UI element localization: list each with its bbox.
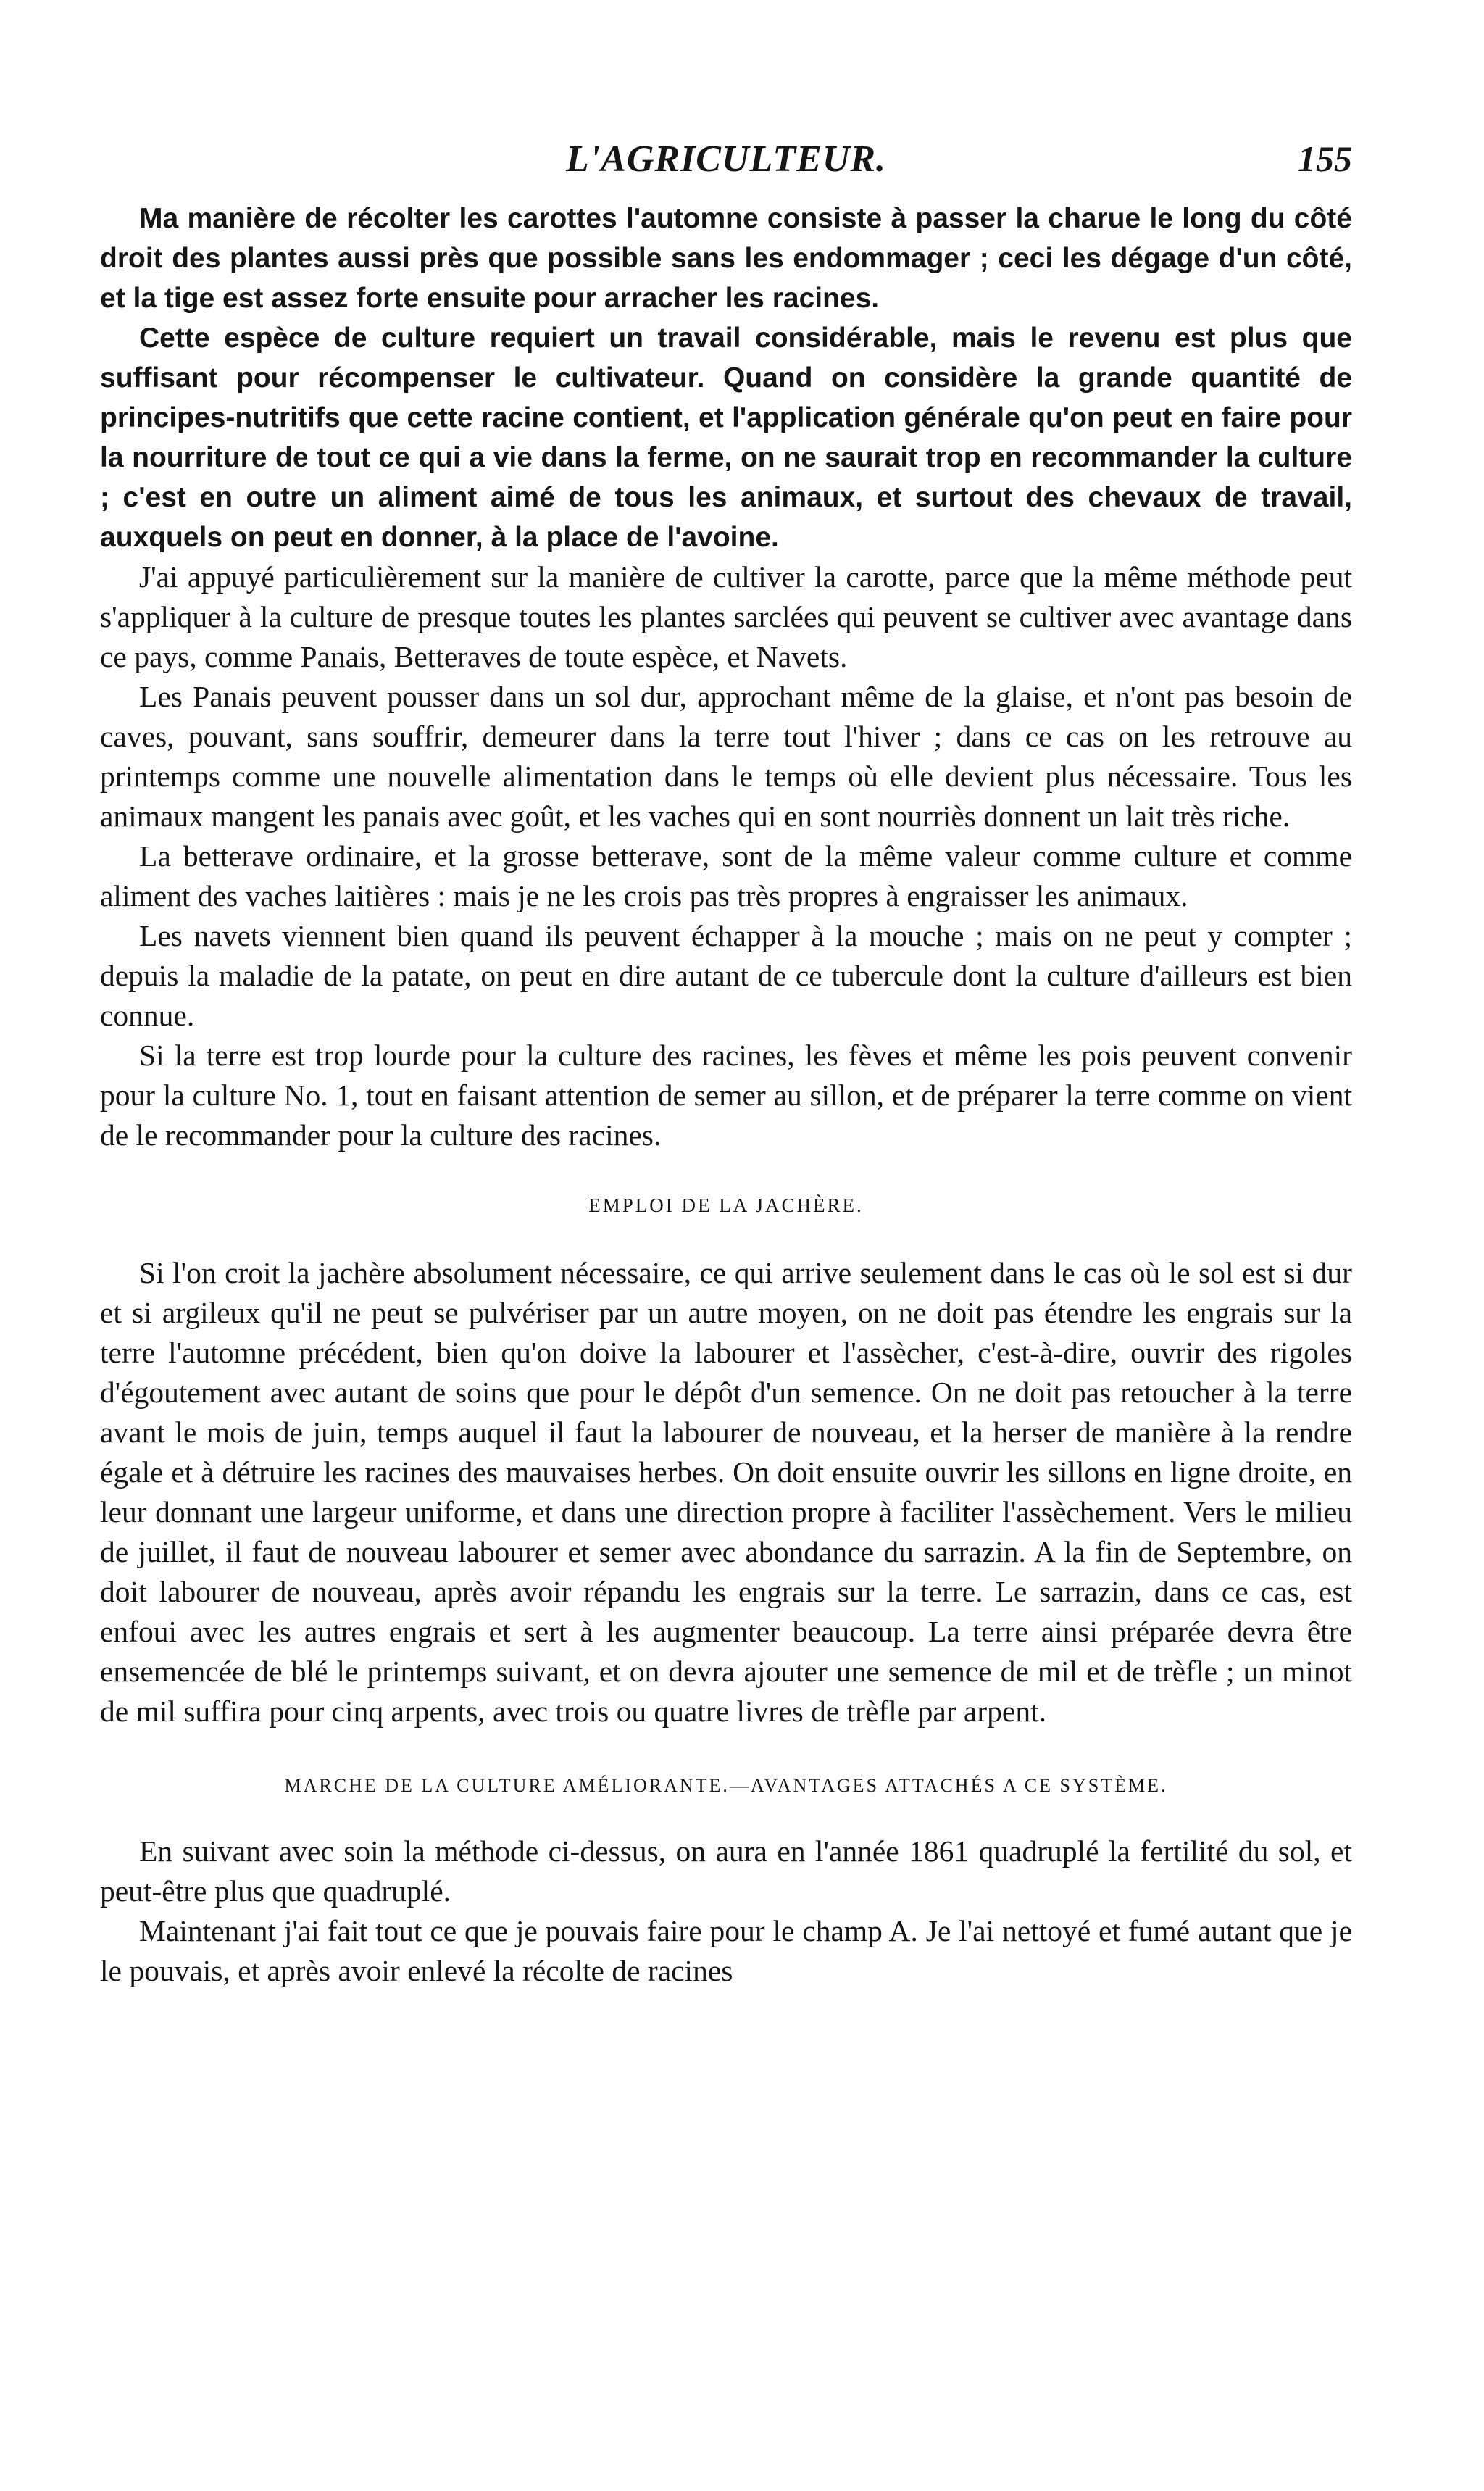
paragraph-culture-value: Cette espèce de culture requiert un travail considérable, mais le revenu est plus que suffisant pour récompenser le cultivateur. Quand on considère la grande quantité de principes-nutritifs que cette racine contient, et l'application générale qu'on peut en faire pour la nourriture de tout ce qui a vie dans la ferme, on ne saurait trop en recommander la culture ; c'est en outre un aliment aimé de tous les animaux, et surtout des chevaux de travail, auxquels on peut en donner, à la place de l'avoine.	[100, 323, 1352, 553]
book-page	[100, 138, 1352, 1991]
paragraph-navets: Les navets viennent bien quand ils peuvent échapper à la mouche ; mais on ne peut y compter ; depuis la maladie de la patate, on peut en dire autant de ce tubercule dont la culture d'ailleurs est bien connue.	[100, 919, 1352, 1032]
paragraph-betterave: La betterave ordinaire, et la grosse betterave, sont de la même valeur comme culture et comme aliment des vaches laitières : mais je ne les crois pas très propres à engraisser les animaux.	[100, 839, 1352, 912]
paragraph-jachere: Si l'on croit la jachère absolument nécessaire, ce qui arrive seulement dans le cas où le sol est si dur et si argileux qu'il ne peut se pulvériser par un autre moyen, on ne doit pas étendre les engrais sur la terre l'automne précédent, bien qu'on doive la labourer et l'assècher, c'est-à-dire, ouvrir des rigoles d'égoutement avec autant de soins que pour le dépôt d'un semence. On ne doit pas retoucher à la terre avant le mois de juin, temps auquel il faut la labourer de nouveau, et la herser de manière à la rendre égale et à détruire les racines des mauvaises herbes. On doit ensuite ouvrir les sillons en ligne droite, en leur donnant une largeur uniforme, et dans une direction propre à faciliter l'assèchement. Vers le milieu de juillet, il faut de nouveau labourer et semer avec abondance du sarrazin. A la fin de Septembre, on doit labourer de nouveau, après avoir répandu les engrais sur la terre. Le sarrazin, dans ce cas, est enfoui avec les autres engrais et sert à les augmenter beaucoup. La terre ainsi préparée devra être ensemencée de blé le printemps suivant, et on devra ajouter une semence de mil et de trèfle ; un minot de mil suffira pour cinq arpents, avec trois ou quatre livres de trèfle par arpent.	[100, 1256, 1352, 1728]
paragraph-champ-a: Maintenant j'ai fait tout ce que je pouvais faire pour le champ A. Je l'ai nettoyé et fumé autant que je le pouvais, et après avoir enlevé la récolte de racines	[100, 1914, 1352, 1987]
paragraph-feves: Si la terre est trop lourde pour la culture des racines, les fèves et même les pois peuvent convenir pour la culture No. 1, tout en faisant attention de semer au sillon, et de préparer la terre comme on vient de le recommander pour la culture des racines.	[100, 1039, 1352, 1152]
section-heading-jachere: EMPLOI DE LA JACHÈRE.	[588, 1194, 864, 1216]
running-title: L'AGRICULTEUR.	[565, 138, 887, 180]
paragraph-carrot-harvest: Ma manière de récolter les carottes l'automne consiste à passer la charue le long du côté droit des plantes aussi près que possible sans les endommager ; ceci les dégage d'un côté, et la tige est assez forte ensuite pour arracher les racines.	[100, 203, 1352, 314]
section-heading-culture-ameliorante: MARCHE DE LA CULTURE AMÉLIORANTE.—AVANTAGES ATTACHÉS A CE SYSTÈME.	[284, 1775, 1168, 1796]
running-head	[100, 138, 1352, 199]
paragraph-method: J'ai appuyé particulièrement sur la manière de cultiver la carotte, parce que la même méthode peut s'appliquer à la culture de presque toutes les plantes sarclées qui peuvent se cultiver avec avantage dans ce pays, comme Panais, Betteraves de toute espèce, et Navets.	[100, 560, 1352, 673]
paragraph-panais: Les Panais peuvent pousser dans un sol dur, approchant même de la glaise, et n'ont pas besoin de caves, pouvant, sans souffrir, demeurer dans la terre tout l'hiver ; dans ce cas on les retrouve au printemps comme une nouvelle alimentation dans le temps où elle devient plus nécessaire. Tous les animaux mangent les panais avec goût, et les vaches qui en sont nourriès donnent un lait très riche.	[100, 680, 1352, 833]
page-number: 155	[1298, 138, 1352, 179]
paragraph-methode-resultat: En suivant avec soin la méthode ci-dessus, on aura en l'année 1861 quadruplé la fertilité du sol, et peut-être plus que quadruplé.	[100, 1834, 1352, 1908]
